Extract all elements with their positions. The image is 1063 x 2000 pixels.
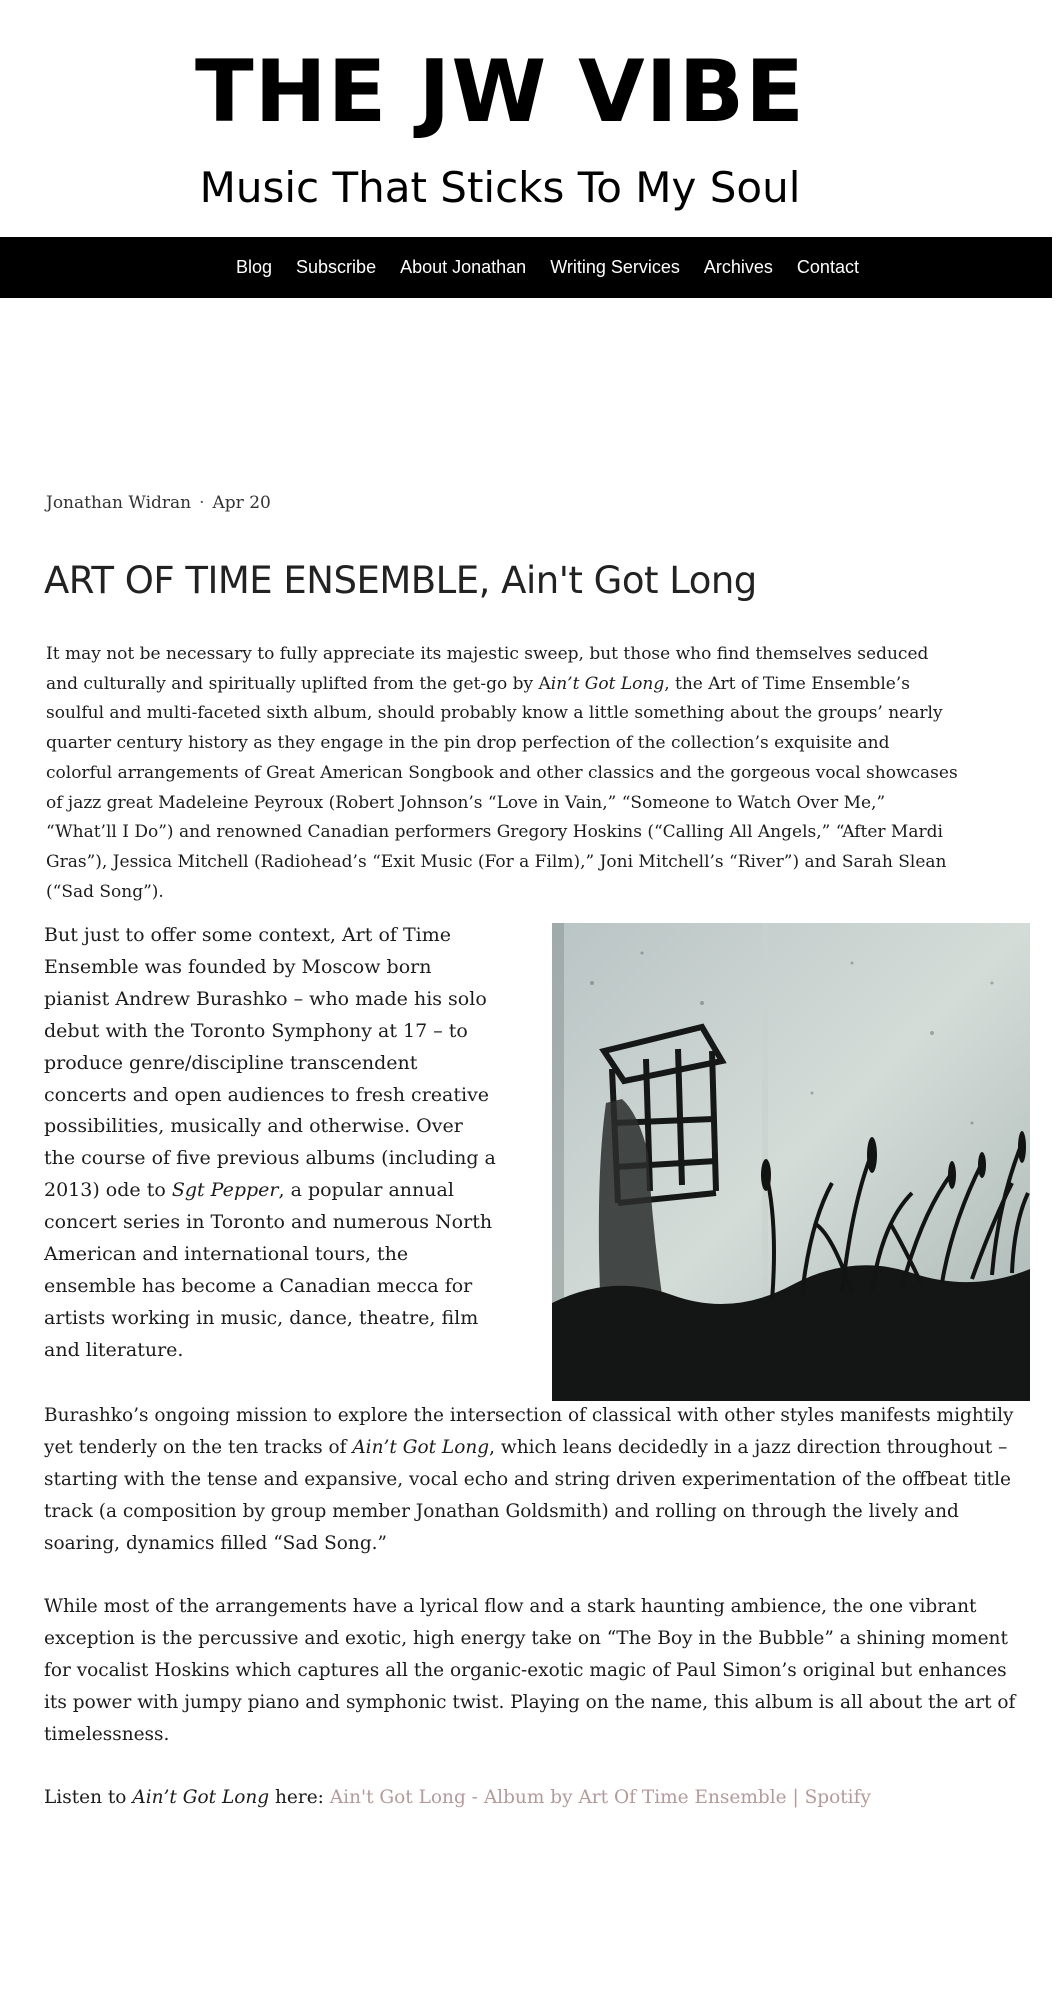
- post-author[interactable]: Jonathan Widran: [46, 493, 192, 513]
- nav-item-writing-services[interactable]: Writing Services: [550, 257, 680, 277]
- album-title-italic: Sgt Pepper: [171, 1179, 279, 1202]
- nav-item-subscribe[interactable]: Subscribe: [296, 257, 377, 277]
- album-title-italic: in’t Got Long: [550, 673, 665, 694]
- nav-item-blog[interactable]: Blog: [236, 257, 273, 277]
- album-title-italic: Ain’t Got Long: [132, 1787, 270, 1808]
- spotify-album-link[interactable]: Ain't Got Long - Album by Art Of Time Ensemble | Spotify: [329, 1787, 871, 1808]
- paragraph-text: But just to offer some context, Art of Time Ensemble was founded by Moscow born pianist Andrew Burashko – who made his solo debut with the Toronto Symphony at 17 – to produce genre/discipline transcendent concerts and open audiences to fresh creative possibilities, musically and otherwise. Over the course of five previous albums (including a 2013) ode to: [44, 924, 496, 1202]
- post-paragraph-1: [46, 640, 961, 907]
- paragraph-text: , a popular annual concert series in Toronto and numerous North American and international tours, the ensemble has become a Canadian mecca for artists working in music, dance, theatre, film and literature.: [44, 1179, 493, 1361]
- site-title[interactable]: THE JW VIBE: [195, 42, 805, 142]
- nav-item-about[interactable]: About Jonathan: [400, 257, 527, 277]
- post-title: ART OF TIME ENSEMBLE, Ain't Got Long: [44, 559, 757, 602]
- post-paragraph-2: [44, 920, 499, 1367]
- post-paragraph-4: While most of the arrangements have a lyrical flow and a stark haunting ambience, the one vibrant exception is the percussive and exotic, high energy take on “The Boy in the Bubble” a shining moment for vocalist Hoskins which captures all the organic-exotic magic of Paul Simon’s original but enhances its power with jumpy piano and symphonic twist. Playing on the name, this album is all about the art of timelessness.: [44, 1596, 1016, 1745]
- post-date: Apr 20: [212, 493, 271, 513]
- nav-list: [236, 237, 883, 298]
- nav-item-contact[interactable]: Contact: [796, 257, 859, 277]
- paragraph-text: Burashko’s ongoing mission to explore the intersection of classical with other styles manifests mightily yet tenderly on the ten tracks of: [44, 1405, 1014, 1458]
- paragraph-text: Listen to: [44, 1787, 133, 1808]
- nav-item-archives[interactable]: Archives: [703, 257, 773, 277]
- paragraph-text: , the Art of Time Ensemble’s soulful and multi-faceted sixth album, should probably know a little something about the groups’ nearly quarter century history as they engage in the pin drop perfection of the collection’s exquisite and colorful arrangements of Great American Songbook and other classics and the gorgeous vocal showcases of jazz great Madeleine Peyroux (Robert Johnson’s “Love in Vain,” “Someone to Watch Over Me,” “What’ll I Do”) and renowned Canadian performers Gregory Hoskins (“Calling All Angels,” “After Mardi Gras”), Jessica Mitchell (Radiohead’s “Exit Music (For a Film),” Joni Mitchell’s “River”) and Sarah Slean (“Sad Song”).: [46, 673, 958, 902]
- post-meta: [46, 493, 271, 513]
- post-paragraph-5: [44, 1782, 1029, 1814]
- album-cover-image: [552, 923, 1030, 1401]
- paragraph-text: , which leans decidedly in a jazz direction throughout – starting with the tense and expansive, vocal echo and string driven experimentation of the offbeat title track (a composition by group member Jonathan Goldsmith) and rolling on through the lively and soaring, dynamics filled “Sad Song.”: [44, 1436, 1011, 1554]
- post-paragraph-3: [44, 1400, 1029, 1560]
- main-nav: [0, 237, 1052, 298]
- meta-separator: ·: [199, 493, 205, 513]
- site-tagline: Music That Sticks To My Soul: [199, 163, 801, 212]
- paragraph-text: It may not be necessary to fully appreciate its majestic sweep, but those who find themselves seduced and culturally and spiritually uplifted from the get-go by A: [46, 644, 929, 694]
- album-title-italic: Ain’t Got Long: [352, 1436, 490, 1458]
- paragraph-text: here:: [269, 1787, 330, 1808]
